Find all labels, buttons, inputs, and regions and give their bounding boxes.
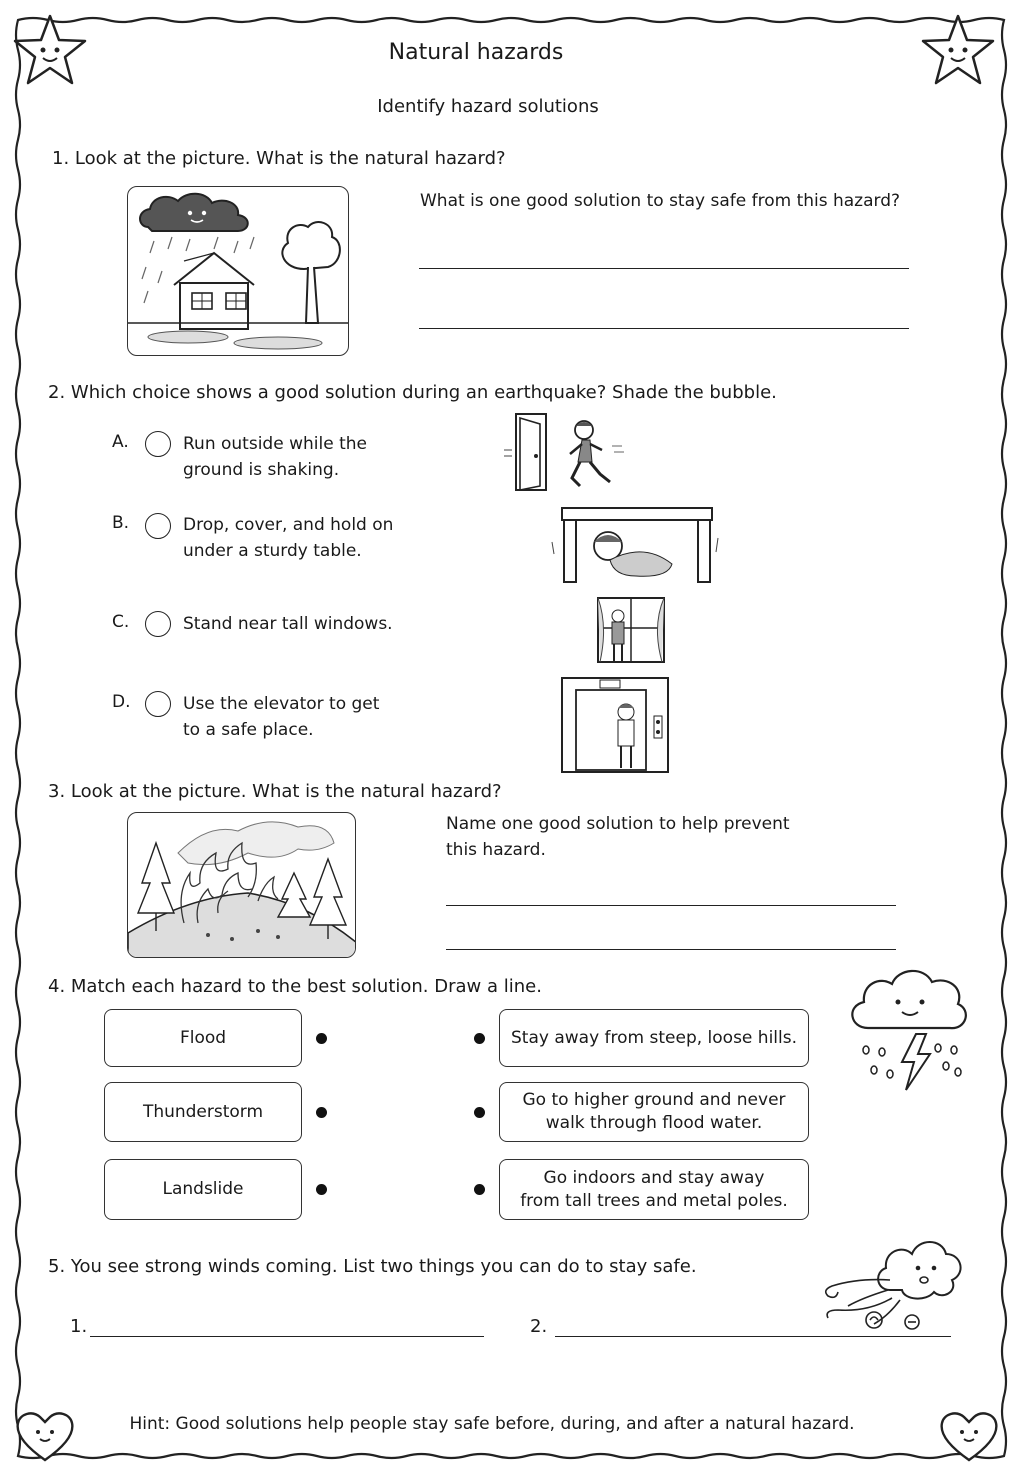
heart-icon xyxy=(14,1408,76,1464)
answer-line[interactable] xyxy=(419,328,909,329)
solution-box-2 xyxy=(499,1082,809,1142)
blank-2-label: 2. xyxy=(530,1316,548,1337)
answer-line[interactable] xyxy=(419,268,909,269)
wildfire-picture xyxy=(127,812,356,958)
option-text-line: to a safe place. xyxy=(183,720,314,740)
match-dot-left[interactable] xyxy=(316,1033,327,1044)
house-icon xyxy=(174,253,254,329)
question-3-followup xyxy=(446,811,790,863)
hazard-box-flood: Flood xyxy=(104,1009,302,1067)
question-1-followup: What is one good solution to stay safe from this hazard? xyxy=(420,191,901,211)
answer-line[interactable] xyxy=(90,1336,484,1337)
answer-bubble-c[interactable] xyxy=(145,611,171,637)
rain-house-picture xyxy=(127,186,349,356)
option-letter: B. xyxy=(112,513,130,533)
wind-cloud-icon xyxy=(818,1228,968,1338)
rain-cloud-icon xyxy=(128,187,349,356)
solution-line: Go indoors and stay away xyxy=(543,1167,765,1188)
door-icon xyxy=(500,412,630,494)
solution-box-3 xyxy=(499,1159,809,1220)
match-dot-right[interactable] xyxy=(474,1033,485,1044)
followup-line: Name one good solution to help prevent xyxy=(446,814,790,834)
solution-line: from tall trees and metal poles. xyxy=(520,1190,788,1211)
elevator-icon xyxy=(560,676,670,774)
question-2-prompt: 2. Which choice shows a good solution during an earthquake? Shade the bubble. xyxy=(48,382,777,403)
answer-bubble-a[interactable] xyxy=(145,431,171,457)
answer-line[interactable] xyxy=(555,1336,951,1337)
option-text-line: Use the elevator to get xyxy=(183,694,380,714)
heart-icon xyxy=(938,1408,1000,1464)
option-text-line: ground is shaking. xyxy=(183,460,340,480)
question-3-prompt: 3. Look at the picture. What is the natural hazard? xyxy=(48,781,502,802)
question-5-prompt: 5. You see strong winds coming. List two things you can do to stay safe. xyxy=(48,1256,697,1277)
option-letter: A. xyxy=(112,432,129,452)
hazard-box-landslide: Landslide xyxy=(104,1159,302,1220)
question-4-prompt: 4. Match each hazard to the best solution. Draw a line. xyxy=(48,976,542,997)
option-text-line: under a sturdy table. xyxy=(183,541,362,561)
option-letter: D. xyxy=(112,692,131,712)
question-1-prompt: 1. Look at the picture. What is the natural hazard? xyxy=(52,148,506,169)
match-dot-right[interactable] xyxy=(474,1107,485,1118)
option-text-line: Stand near tall windows. xyxy=(183,614,393,634)
option-text-line: Drop, cover, and hold on xyxy=(183,515,394,535)
hint-text: Hint: Good solutions help people stay safe before, during, and after a natural hazard. xyxy=(129,1414,855,1434)
solution-line: Stay away from steep, loose hills. xyxy=(511,1027,797,1048)
solution-box-1 xyxy=(499,1009,809,1067)
wildfire-icon xyxy=(128,813,356,958)
thunderstorm-cloud-icon xyxy=(846,962,970,1102)
table-icon xyxy=(548,502,724,586)
answer-line[interactable] xyxy=(446,949,896,950)
match-dot-left[interactable] xyxy=(316,1184,327,1195)
window-icon xyxy=(594,596,668,668)
solution-line: walk through flood water. xyxy=(545,1113,763,1133)
option-d-text xyxy=(183,691,379,743)
answer-bubble-b[interactable] xyxy=(145,513,171,539)
blank-1-label: 1. xyxy=(70,1316,88,1337)
option-b-text xyxy=(183,512,393,564)
tree-icon xyxy=(282,222,340,323)
match-dot-right[interactable] xyxy=(474,1184,485,1195)
option-text-line: Run outside while the xyxy=(183,434,367,454)
option-c-text xyxy=(183,611,393,637)
hazard-box-thunderstorm: Thunderstorm xyxy=(104,1082,302,1142)
followup-line: this hazard. xyxy=(446,840,546,860)
worksheet-title: Natural hazards xyxy=(388,40,564,65)
answer-line[interactable] xyxy=(446,905,896,906)
match-dot-left[interactable] xyxy=(316,1107,327,1118)
answer-bubble-d[interactable] xyxy=(145,691,171,717)
worksheet-subtitle: Identify hazard solutions xyxy=(377,96,599,117)
solution-line: Go to higher ground and never xyxy=(522,1090,786,1110)
option-letter: C. xyxy=(112,612,130,632)
option-a-text xyxy=(183,431,367,483)
